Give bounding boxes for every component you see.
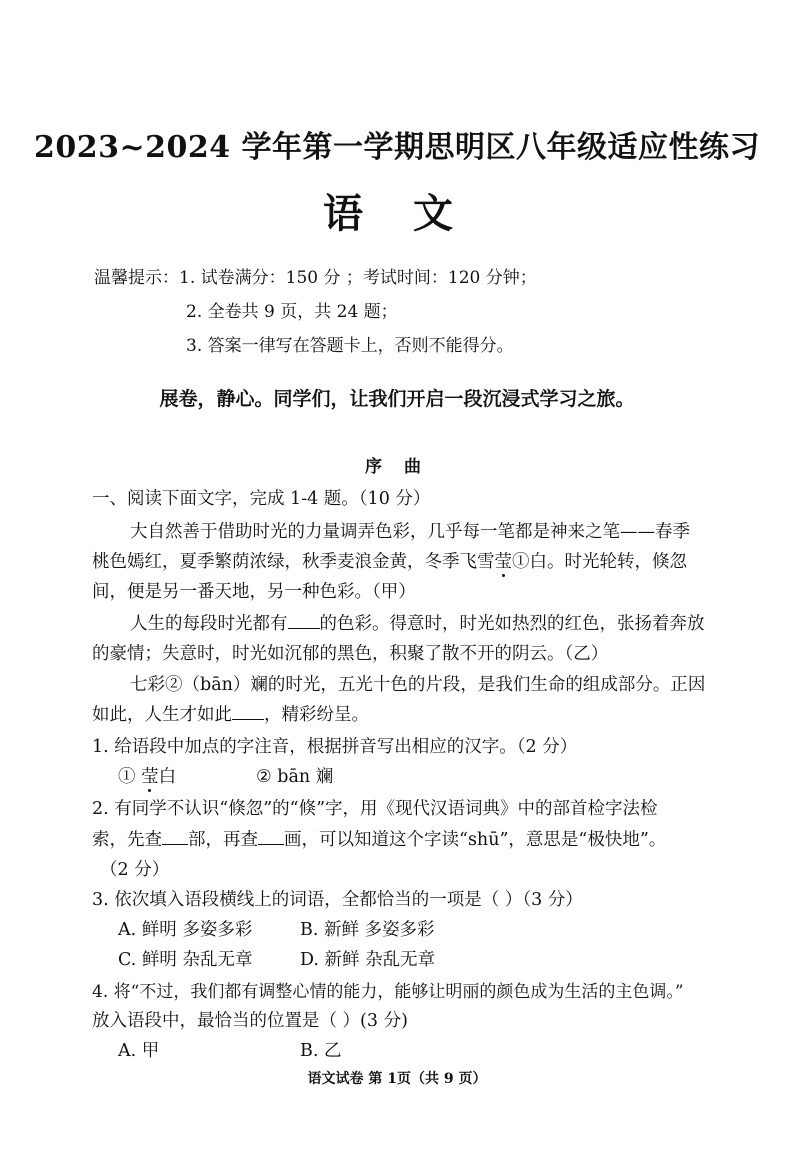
passage-text: ①白。时光轮转，倏忽 <box>512 552 687 572</box>
tips-label: 温馨提示： <box>94 268 179 288</box>
question-3-option-a[interactable]: A. 鲜明 多姿多彩 <box>118 920 253 940</box>
passage-p1-line1: 大自然善于借助时光的力量调弄色彩，几乎每一笔都是神来之笔——春季 <box>130 522 690 542</box>
dotted-char: 莹 <box>141 767 159 787</box>
answer-blank[interactable] <box>232 705 264 720</box>
part1-heading: 一、阅读下面文字，完成 1-4 题。（10 分） <box>92 489 431 509</box>
question-4-line2: 放入语段中，最恰当的位置是（ ）(3 分) <box>92 1011 408 1031</box>
question-3-stem: 3. 依次填入语段横线上的词语，全都恰当的一项是（ ）（3 分） <box>92 890 583 910</box>
question-3-option-c[interactable]: C. 鲜明 杂乱无章 <box>118 950 253 970</box>
tip-item-3: 3. 答案一律写在答题卡上，否则不能得分。 <box>186 336 514 356</box>
question-1-option-1 <box>118 763 176 788</box>
passage-text: 人生的每段时光都有 <box>130 614 288 634</box>
question-text: 部，再查 <box>188 830 258 850</box>
question-text: 画，可以知道这个字读“shū”，意思是“极快地”。 <box>284 830 667 850</box>
question-3-option-b[interactable]: B. 新鲜 多姿多彩 <box>300 920 435 940</box>
tips-line-1 <box>94 263 537 288</box>
answer-blank[interactable] <box>258 830 284 845</box>
passage-p1-line2 <box>92 548 687 573</box>
question-1-option-2: ② bān 斓 <box>256 767 334 787</box>
passage-text: 如此，人生才如此 <box>92 705 232 725</box>
passage-p1-line3: 间，便是另一番天地，另一种色彩。（甲） <box>92 582 416 602</box>
question-text: 索，先查 <box>92 830 162 850</box>
question-1-stem: 1. 给语段中加点的字注音，根据拼音写出相应的汉字。（2 分） <box>92 737 578 757</box>
answer-blank[interactable] <box>162 830 188 845</box>
exam-title: 2023~2024 学年第一学期思明区八年级适应性练习 <box>33 130 761 165</box>
question-4-option-b[interactable]: B. 乙 <box>300 1041 342 1061</box>
option-text: 白 <box>158 767 177 787</box>
option-text: ① <box>118 767 142 787</box>
passage-p2-line1 <box>130 610 705 635</box>
subject-title: 语 文 <box>323 190 471 237</box>
motto: 展卷，静心。同学们，让我们开启一段沉浸式学习之旅。 <box>159 388 635 410</box>
passage-p3-line1: 七彩②（bān）斓的时光，五光十色的片段，是我们生命的组成部分。正因 <box>130 675 706 695</box>
question-2-line1: 2. 有同学不认识“倏忽”的“倏”字，用《现代汉语词典》中的部首检字法检 <box>92 799 658 819</box>
question-2-line2 <box>92 826 666 851</box>
tip-item-1: 1. 试卷满分：150 分 ；考试时间：120 分钟； <box>179 268 537 288</box>
passage-text: 桃色嫣红，夏季繁荫浓绿，秋季麦浪金黄，冬季飞雪 <box>92 552 495 572</box>
question-3-option-d[interactable]: D. 新鲜 杂乱无章 <box>300 950 436 970</box>
section-title: 序 曲 <box>365 457 429 477</box>
passage-text: 的色彩。得意时，时光如热烈的红色，张扬着奔放 <box>319 614 705 634</box>
page-footer: 语文试卷 第 1页（共 9 页） <box>307 1071 487 1087</box>
passage-p2-line2: 的豪情；失意时，时光如沉郁的黑色，积聚了散不开的阴云。（乙） <box>92 644 609 664</box>
question-2-score: （2 分） <box>100 860 170 880</box>
answer-blank[interactable] <box>288 614 320 629</box>
passage-p3-line2 <box>92 701 369 726</box>
question-4-option-a[interactable]: A. 甲 <box>118 1041 160 1061</box>
tip-item-2: 2. 全卷共 9 页，共 24 题； <box>186 302 398 322</box>
question-4-line1: 4. 将“不过，我们都有调整心情的能力，能够让明丽的颜色成为生活的主色调。” <box>92 982 684 1002</box>
dotted-char: 莹 <box>494 552 512 572</box>
passage-text: ，精彩纷呈。 <box>264 705 369 725</box>
